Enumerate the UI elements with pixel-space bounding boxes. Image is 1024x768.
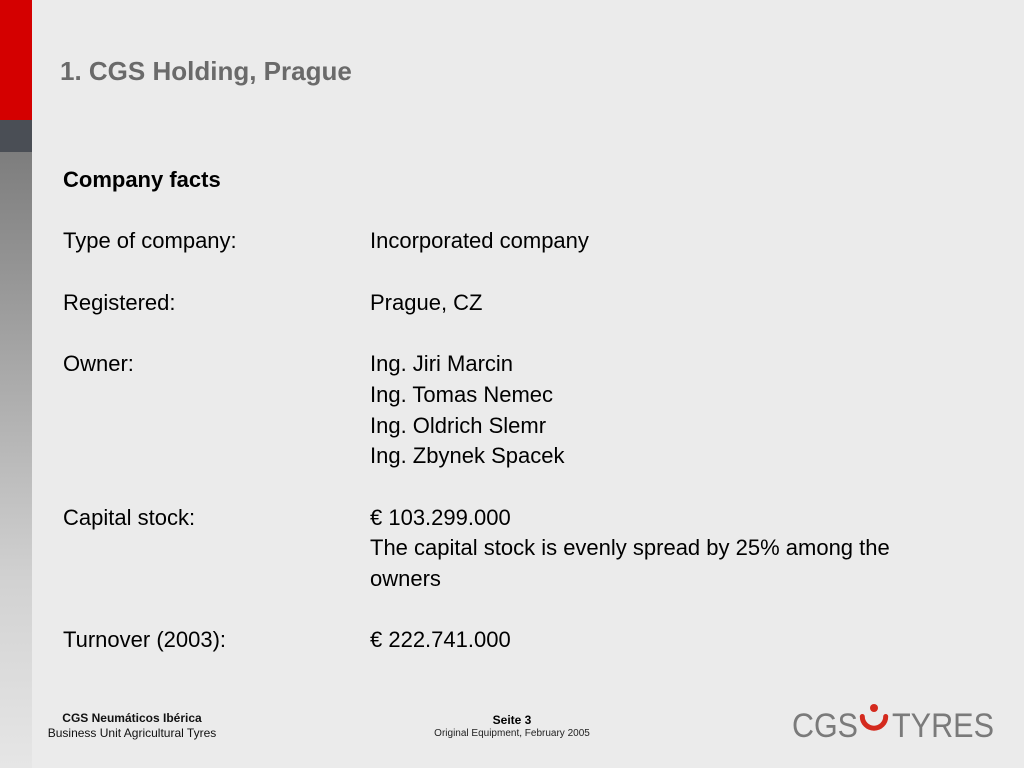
logo-text-cgs: CGS <box>792 707 858 745</box>
sidebar-red-bar <box>0 0 32 120</box>
logo-text-tyres: TYRES <box>892 707 994 745</box>
owner-name: Ing. Tomas Nemec <box>370 381 554 407</box>
fact-row-capital <box>63 503 993 595</box>
footer-company-block <box>38 711 226 741</box>
fact-label: Registered: <box>63 289 176 315</box>
page-number: Seite 3 <box>492 713 532 727</box>
fact-label: Capital stock: <box>63 504 196 530</box>
owner-name: Ing. Jiri Marcin <box>370 351 514 377</box>
page-title: 1. CGS Holding, Prague <box>60 56 352 86</box>
fact-label: Type of company: <box>63 228 237 254</box>
footer-company: CGS Neumáticos Ibérica <box>62 711 202 725</box>
company-facts-section <box>63 165 993 656</box>
owner-name: Ing. Oldrich Slemr <box>370 412 547 438</box>
tyre-ring-icon <box>862 704 885 728</box>
fact-value: Prague, CZ <box>370 289 483 315</box>
sidebar-gradient-bar <box>0 152 32 768</box>
fact-value: € 103.299.000 <box>370 504 511 530</box>
fact-row-owner <box>63 349 993 472</box>
fact-value: € 222.741.000 <box>370 627 511 653</box>
footer-page-block <box>412 713 612 741</box>
cgs-tyres-logo <box>792 702 996 746</box>
fact-row-type <box>63 226 993 257</box>
fact-note: The capital stock is evenly spread by 25% among the <box>370 535 890 561</box>
footer-unit: Business Unit Agricultural Tyres <box>47 726 217 740</box>
fact-value: Incorporated company <box>370 228 589 254</box>
fact-label: Turnover (2003): <box>63 627 227 653</box>
fact-note: owners <box>370 566 441 592</box>
fact-label: Owner: <box>63 351 134 377</box>
owner-name: Ing. Zbynek Spacek <box>370 443 565 469</box>
fact-row-registered <box>63 288 993 319</box>
fact-row-turnover <box>63 625 993 656</box>
section-heading: Company facts <box>63 167 221 192</box>
footer-subtitle: Original Equipment, February 2005 <box>434 728 590 739</box>
sidebar-dark-block <box>0 120 32 152</box>
